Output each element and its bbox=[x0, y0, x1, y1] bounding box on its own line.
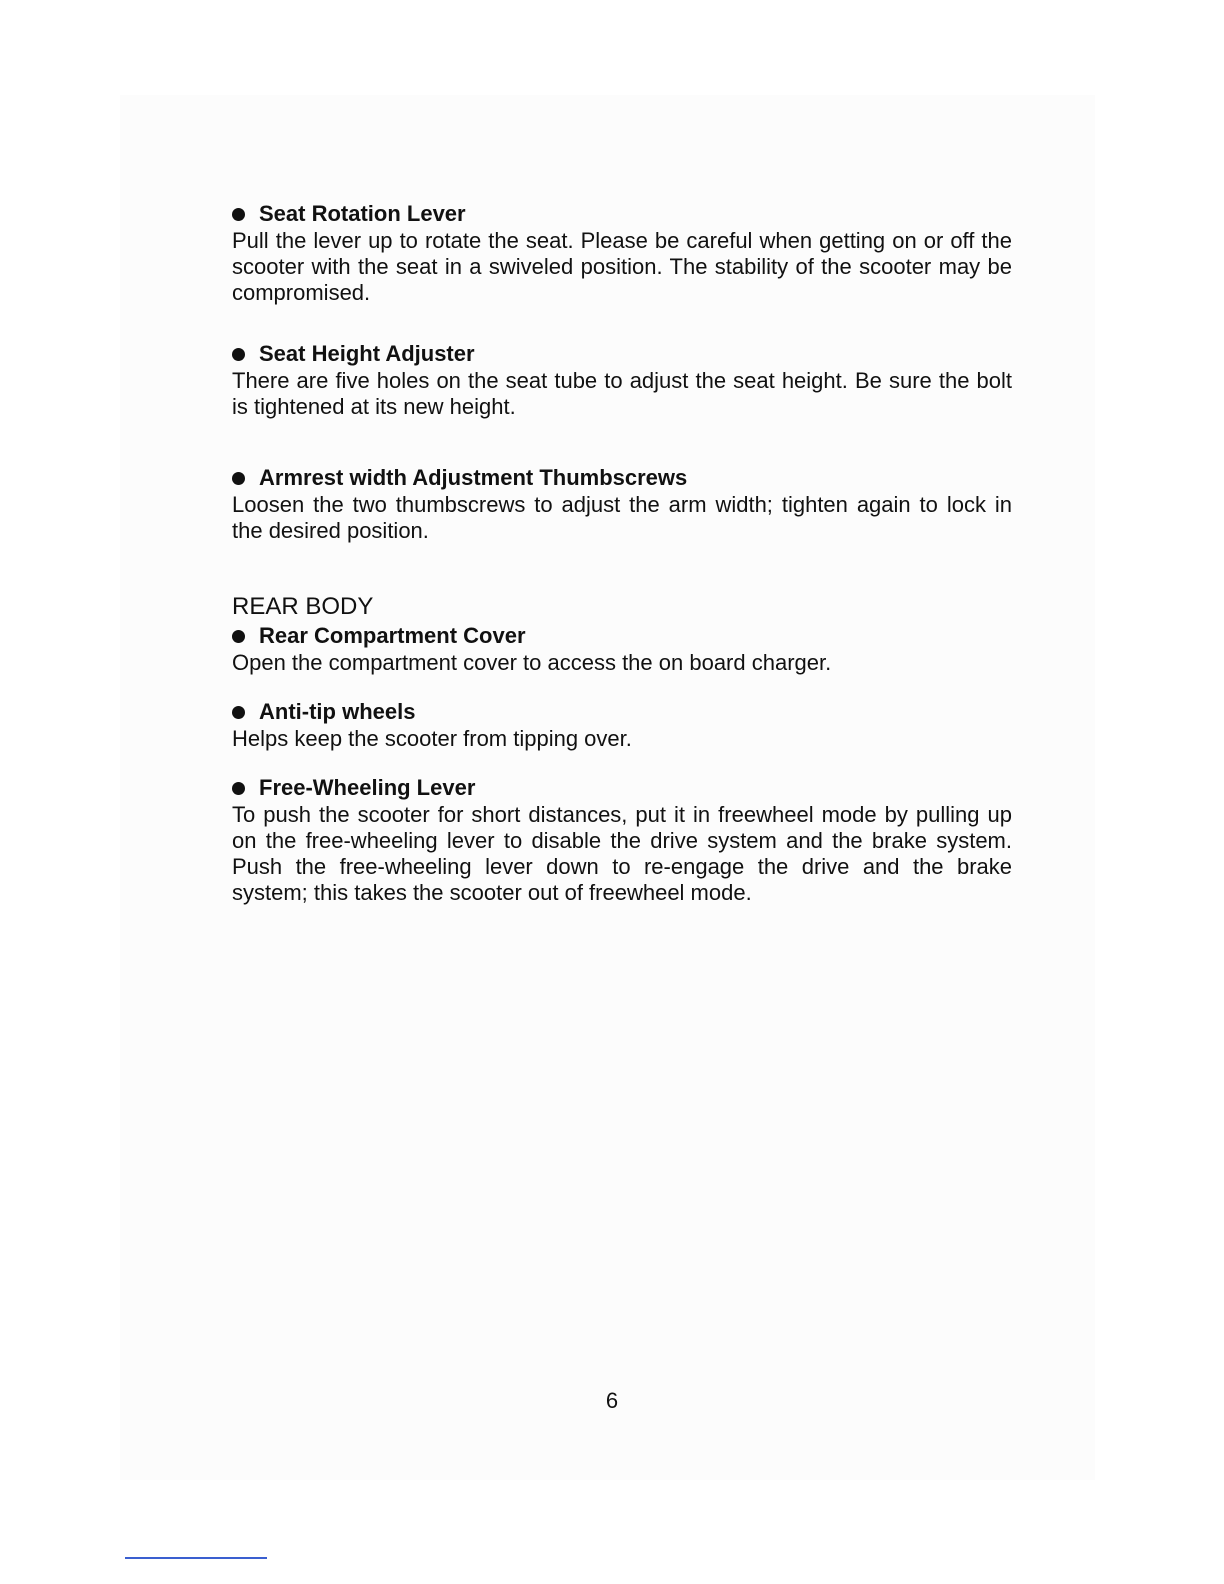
item-heading-text: Anti-tip wheels bbox=[259, 699, 416, 724]
document-content bbox=[232, 200, 1012, 906]
item-body: Pull the lever up to rotate the seat. Please be careful when getting on or off the scooter with the seat in a swiveled position. The stability of the scooter may be compromised. bbox=[232, 228, 1012, 305]
item-heading-text: Armrest width Adjustment Thumbscrews bbox=[259, 465, 688, 490]
item-heading bbox=[232, 698, 1012, 726]
bullet-icon bbox=[232, 208, 245, 221]
item-body: Loosen the two thumbscrews to adjust the arm width; tighten again to lock in the desired position. bbox=[232, 492, 1012, 543]
bullet-icon bbox=[232, 782, 245, 795]
bullet-icon bbox=[232, 472, 245, 485]
item-seat-rotation-lever bbox=[232, 200, 1012, 306]
footer-divider bbox=[125, 1557, 267, 1559]
item-free-wheeling-lever bbox=[232, 774, 1012, 906]
item-body: Helps keep the scooter from tipping over. bbox=[232, 726, 632, 751]
section-title-rear-body: REAR BODY bbox=[232, 593, 374, 620]
item-heading bbox=[232, 774, 1012, 802]
item-heading-text: Seat Height Adjuster bbox=[259, 341, 475, 366]
bullet-icon bbox=[232, 706, 245, 719]
page-number: 6 bbox=[605, 1388, 619, 1413]
item-anti-tip-wheels bbox=[232, 698, 1012, 752]
item-heading-text: Free-Wheeling Lever bbox=[259, 775, 476, 800]
item-heading bbox=[232, 622, 1012, 650]
item-heading bbox=[232, 200, 1012, 228]
item-rear-compartment-cover bbox=[232, 622, 1012, 676]
item-body: Open the compartment cover to access the on board charger. bbox=[232, 650, 832, 675]
bullet-icon bbox=[232, 630, 245, 643]
item-heading-text: Seat Rotation Lever bbox=[259, 201, 466, 226]
item-body: To push the scooter for short distances, put it in freewheel mode by pulling up on the free-wheeling lever to disable the drive system and the brake system. Push the free-wheeling lever down to re-engage the drive and the brake system; this takes the scooter out of freewheel mode. bbox=[232, 802, 1012, 905]
bullet-icon bbox=[232, 348, 245, 361]
item-heading bbox=[232, 340, 1012, 368]
item-armrest-width-adjustment bbox=[232, 464, 1012, 544]
item-seat-height-adjuster bbox=[232, 340, 1012, 420]
item-heading bbox=[232, 464, 1012, 492]
item-body: There are five holes on the seat tube to adjust the seat height. Be sure the bolt is tightened at its new height. bbox=[232, 368, 1012, 419]
item-heading-text: Rear Compartment Cover bbox=[259, 623, 526, 648]
